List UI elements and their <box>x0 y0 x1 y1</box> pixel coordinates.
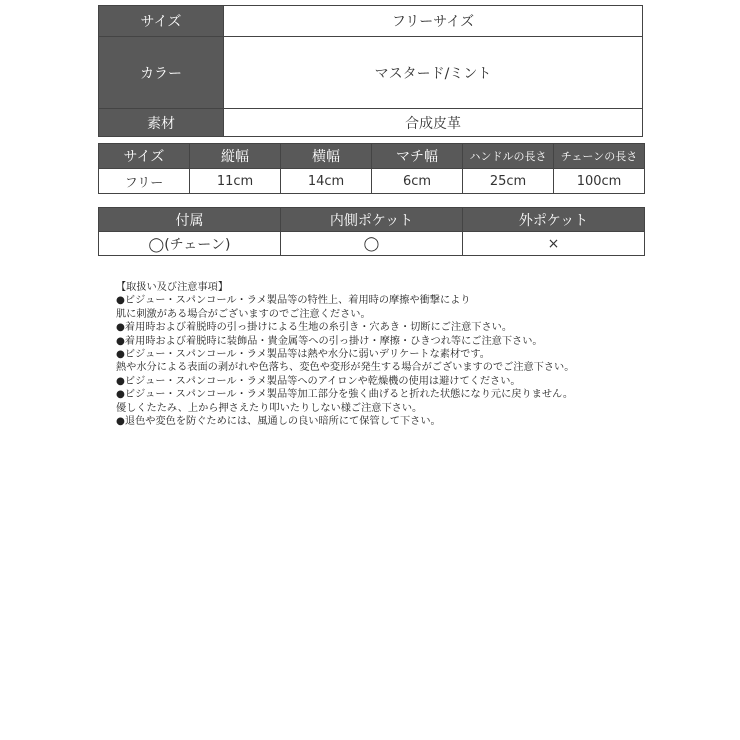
size-header-width: 横幅 <box>281 144 372 169</box>
size-value-size: フリー <box>99 169 190 194</box>
size-value-handle: 25cm <box>463 169 554 194</box>
attachment-value-inner-pocket: ◯ <box>281 232 463 256</box>
size-table-row <box>99 169 645 194</box>
attachment-table <box>98 207 645 256</box>
attachment-header-accessory: 付属 <box>99 208 281 232</box>
size-label: サイズ <box>99 6 224 37</box>
spec-table <box>98 5 643 137</box>
notes-heading: 【取扱い及び注意事項】 <box>116 282 229 293</box>
attachment-row <box>99 232 645 256</box>
size-value-chain: 100cm <box>554 169 645 194</box>
color-value: マスタード/ミント <box>224 37 643 109</box>
size-value-width: 14cm <box>281 169 372 194</box>
color-label: カラー <box>99 37 224 109</box>
note-line: 優しくたたみ、上から押さえたり叩いたりしない様ご注意下さい。 <box>116 402 423 414</box>
attachment-value-outer-pocket: × <box>463 232 645 256</box>
size-value-height: 11cm <box>190 169 281 194</box>
note-line: ●ビジュー・スパンコール・ラメ製品等は熱や水分に弱いデリケートな素材です。 <box>116 349 490 361</box>
note-line: ●ビジュー・スパンコール・ラメ製品等の特性上、着用時の摩擦や衝撃により <box>116 295 471 307</box>
size-value-gusset: 6cm <box>372 169 463 194</box>
size-table <box>98 143 645 194</box>
attachment-value-accessory: ◯(チェーン) <box>99 232 281 256</box>
material-label: 素材 <box>99 109 224 137</box>
attachment-header-outer-pocket: 外ポケット <box>463 208 645 232</box>
note-line: ●退色や変色を防ぐためには、風通しの良い暗所にて保管して下さい。 <box>116 416 441 428</box>
size-header-chain: チェーンの長さ <box>554 144 645 169</box>
size-header-size: サイズ <box>99 144 190 169</box>
note-line: ●着用時および着脱時に装飾品・貴金属等への引っ掛け・摩擦・ひきつれ等にご注意下さい。 <box>116 335 543 347</box>
note-line: ●ビジュー・スパンコール・ラメ製品等加工部分を強く曲げると折れた状態になり元に戻りません。 <box>116 389 574 401</box>
size-header-handle: ハンドルの長さ <box>463 144 554 169</box>
note-line: ●ビジュー・スパンコール・ラメ製品等へのアイロンや乾燥機の使用は避けてください。 <box>116 375 521 387</box>
care-notes <box>116 281 636 428</box>
attachment-header-row <box>99 208 645 232</box>
size-table-header-row <box>99 144 645 169</box>
material-value: 合成皮革 <box>224 109 643 137</box>
note-line: 熱や水分による表面の剥がれや色落ち、変色や変形が発生する場合がございますのでご注意下さい。 <box>116 362 575 374</box>
size-value: フリーサイズ <box>224 6 643 37</box>
size-header-height: 縦幅 <box>190 144 281 169</box>
size-header-gusset: マチ幅 <box>372 144 463 169</box>
note-line: ●着用時および着脱時の引っ掛けによる生地の糸引き・穴あき・切断にご注意下さい。 <box>116 322 513 334</box>
attachment-header-inner-pocket: 内側ポケット <box>281 208 463 232</box>
note-line: 肌に刺激がある場合がございますのでご注意ください。 <box>116 308 371 320</box>
